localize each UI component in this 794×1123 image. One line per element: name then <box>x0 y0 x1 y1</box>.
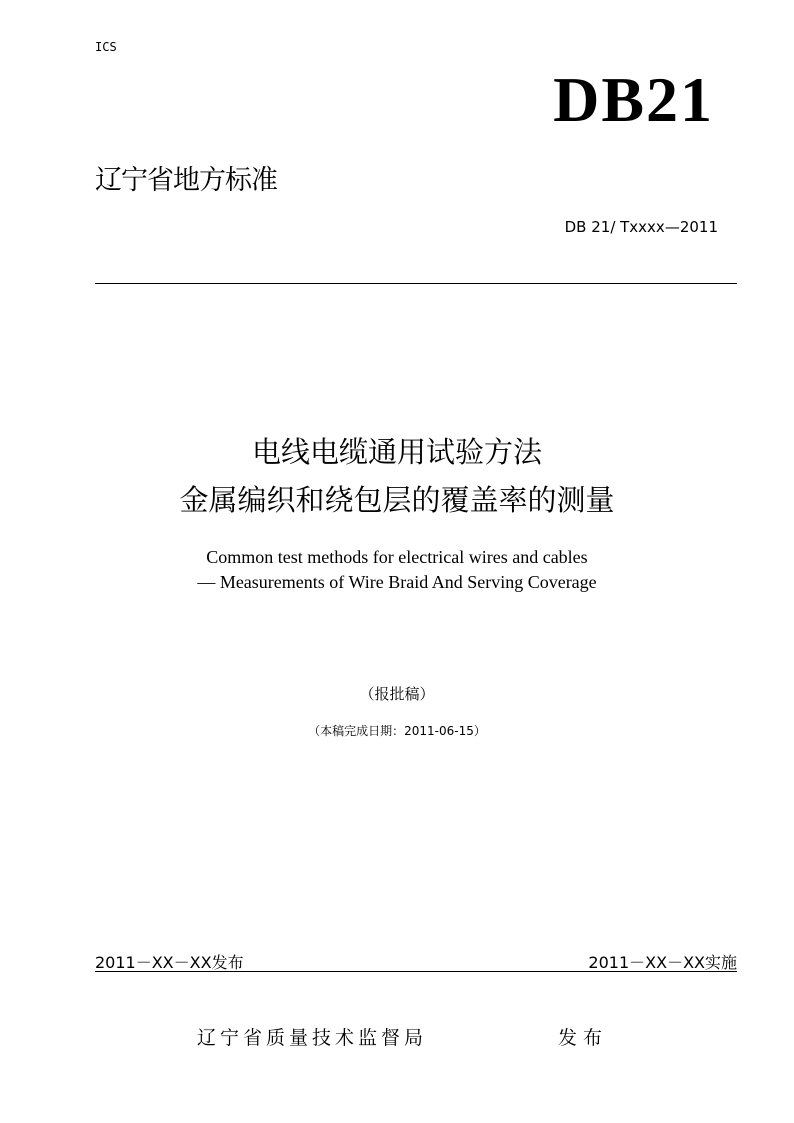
ics-label: ICS <box>95 40 117 54</box>
title-chinese-line-2: 金属编织和绕包层的覆盖率的测量 <box>179 483 615 517</box>
standard-type: 辽宁省地方标准 <box>95 165 277 196</box>
top-divider <box>95 283 737 284</box>
bottom-divider <box>95 971 737 972</box>
db21-logo: DB21 <box>553 64 714 135</box>
implementation-date: 2011－XX－XX实施 <box>588 953 737 972</box>
title-english-line-1: Common test methods for electrical wires and cables <box>206 547 588 567</box>
issue-date: 2011－XX－XX发布 <box>95 953 244 972</box>
issuing-authority: 辽宁省质量技术监督局 <box>197 1027 428 1049</box>
title-english-line-2: — Measurements of Wire Braid And Serving Coverage <box>197 572 597 592</box>
issue-label: 发布 <box>558 1027 609 1049</box>
standard-code: DB 21/ Txxxx—2011 <box>564 218 718 236</box>
draft-status: （报批稿） <box>359 685 435 703</box>
draft-completion-date: （本稿完成日期：2011-06-15） <box>308 724 486 738</box>
title-chinese-line-1: 电线电缆通用试验方法 <box>251 435 542 469</box>
